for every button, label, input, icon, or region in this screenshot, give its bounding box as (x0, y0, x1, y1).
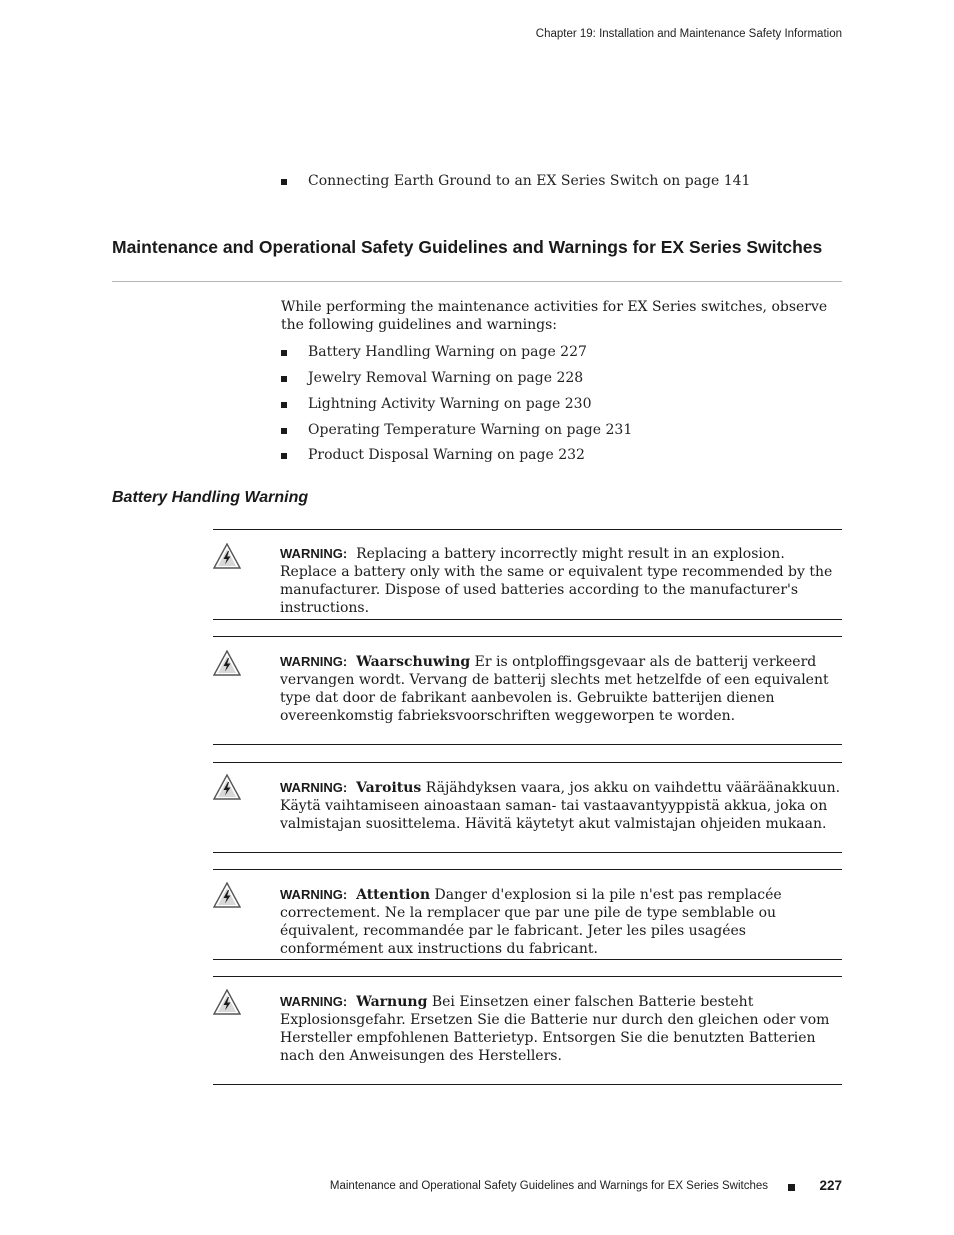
section-title: Maintenance and Operational Safety Guidelines and Warnings for EX Series Switches (112, 237, 823, 257)
lightning-warning-icon (213, 543, 241, 569)
warning-box (213, 762, 842, 853)
warning-text (280, 993, 843, 1065)
lightning-warning-icon (213, 650, 241, 676)
lightning-warning-icon (213, 774, 241, 800)
list-item-link[interactable]: Connecting Earth Ground to an EX Series Switch on page 141 (308, 173, 751, 189)
warning-text (280, 886, 843, 958)
bullet-marker (281, 402, 287, 408)
intro-paragraph: While performing the maintenance activities for EX Series switches, observe the following guidelines and warnings: (281, 299, 828, 333)
list-item-link[interactable]: Lightning Activity Warning on page 230 (308, 396, 592, 412)
warning-label: WARNING: (280, 780, 348, 795)
lightning-warning-icon (213, 989, 241, 1015)
running-header: Chapter 19: Installation and Maintenance Safety Information (535, 28, 842, 40)
warning-box (213, 529, 842, 620)
running-footer: Maintenance and Operational Safety Guidelines and Warnings for EX Series Switches (329, 1180, 768, 1192)
warning-box (213, 636, 842, 745)
warning-body: Er is ontploffingsgevaar als de batterij verkeerd vervangen wordt. Vervang de batterij slechts met hetzelfde of een equivalent type dat door de fabrikant aanbevolen is. Gebruikte batterijen dienen overeenkomstig fabrieksvoorschriften weggeworpen te worden. (280, 654, 829, 724)
footer-separator (788, 1184, 795, 1191)
page-number: 227 (819, 1178, 842, 1193)
subsection-title: Battery Handling Warning (112, 489, 309, 506)
bullet-marker (281, 428, 287, 434)
list-item-link[interactable]: Product Disposal Warning on page 232 (308, 447, 585, 463)
warning-text (280, 545, 843, 617)
bullet-marker (281, 350, 287, 356)
warning-body: Räjähdyksen vaara, jos akku on vaihdettu vääräänakkuun. Käytä vaihtamiseen ainoastaan saman- tai vastaavantyyppistä akkua, joka on valmistajan suosittelema. Hävitä käytetyt akut valmistajan ohjeiden mukaan. (280, 780, 841, 832)
warning-language: Waarschuwing (356, 654, 471, 670)
warning-label: WARNING: (280, 654, 348, 669)
bullet-marker (281, 453, 287, 459)
list-item-link[interactable]: Jewelry Removal Warning on page 228 (308, 370, 584, 386)
warning-box (213, 976, 842, 1085)
warning-body: Replacing a battery incorrectly might result in an explosion. Replace a battery only with the same or equivalent type recommended by the manufacturer. Dispose of used batteries according to the manufacturer's instructions. (280, 546, 833, 616)
warning-label: WARNING: (280, 994, 348, 1009)
warning-label: WARNING: (280, 887, 348, 902)
warning-body: Bei Einsetzen einer falschen Batterie besteht Explosionsgefahr. Ersetzen Sie die Batterie nur durch den gleichen oder vom Hersteller empfohlenen Batterietyp. Entsorgen Sie die benutzten Batterien nach den Anweisungen des Herstellers. (280, 994, 830, 1064)
list-item-link[interactable]: Operating Temperature Warning on page 231 (308, 422, 633, 438)
warning-box (213, 869, 842, 960)
warning-text (280, 779, 843, 833)
warning-language: Warnung (356, 994, 428, 1010)
bullet-marker (281, 376, 287, 382)
warning-language: Varoitus (356, 780, 422, 796)
list-item-link[interactable]: Battery Handling Warning on page 227 (308, 344, 587, 360)
bullet-marker (281, 179, 287, 185)
warning-label: WARNING: (280, 546, 348, 561)
warning-body: Danger d'explosion si la pile n'est pas remplacée correctement. Ne la remplacer que par une pile de type semblable ou équivalent, recommandée par le fabricant. Jeter les piles usagées conformément aux instructions du fabricant. (280, 887, 782, 957)
section-divider (112, 281, 842, 282)
warning-language: Attention (356, 887, 431, 903)
lightning-warning-icon (213, 882, 241, 908)
warning-text (280, 653, 843, 725)
